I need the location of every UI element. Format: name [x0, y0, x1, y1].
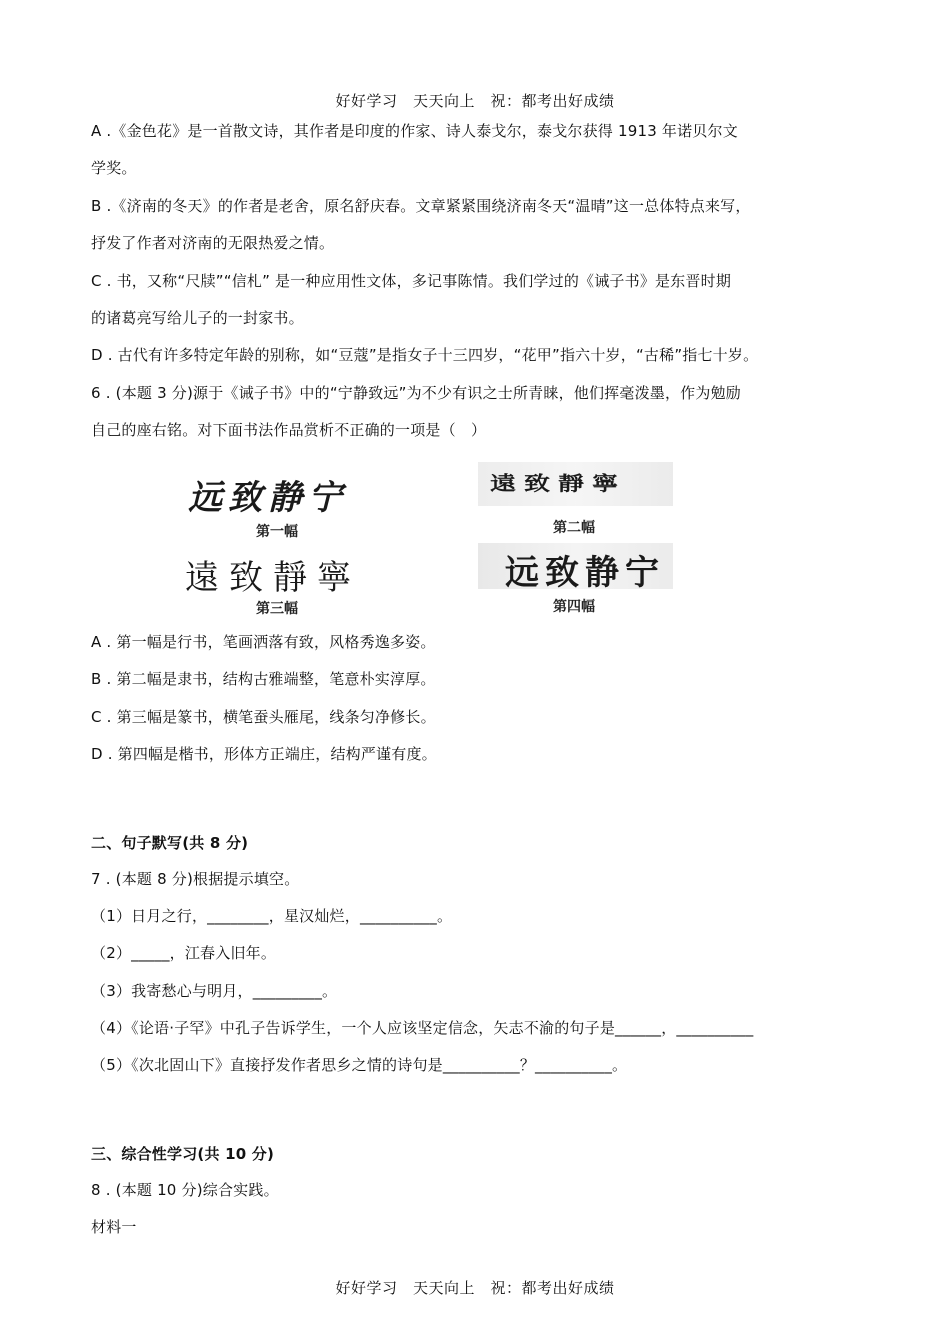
- q5-option-d: D . 古代有许多特定年龄的别称，如“豆蔻”是指女子十三四岁，“花甲”指六十岁，“古稀”指七十岁。: [91, 346, 759, 364]
- q6-option-a: A . 第一幅是行书，笔画洒落有致，风格秀逸多姿。: [91, 633, 436, 651]
- calligraphy-work-1: 远致静宁: [188, 478, 348, 518]
- caption-work-4: 第四幅: [553, 599, 595, 615]
- section2-title: 二、句子默写(共 8 分): [91, 834, 249, 852]
- page-header: 好好学习 天天向上 祝：都考出好成绩: [335, 92, 615, 110]
- calligraphy-work-3: 遠致靜寧: [185, 558, 361, 598]
- material-label: 材料一: [91, 1218, 137, 1236]
- q5-option-b-line1: B .《济南的冬天》的作者是老舍，原名舒庆春。文章紧紧围绕济南冬天“温晴”这一总体特点来写，: [91, 197, 751, 215]
- q5-option-c-line2: 的诸葛亮写给儿子的一封家书。: [91, 309, 304, 327]
- calligraphy-work-2: 遠致靜寧: [490, 472, 627, 495]
- q6-stem-line2: 自己的座右铭。对下面书法作品赏析不正确的一项是（ ）: [91, 421, 487, 439]
- q5-option-a-line1: A .《金色花》是一首散文诗，其作者是印度的作家、诗人泰戈尔，泰戈尔获得 1913 年诺贝尔文: [91, 122, 738, 140]
- caption-work-3: 第三幅: [256, 601, 298, 617]
- q7-item-1: （1）日月之行，________，星汉灿烂，__________。: [91, 907, 453, 925]
- q6-option-d: D . 第四幅是楷书，形体方正端庄，结构严谨有度。: [91, 745, 437, 763]
- q7-item-2: （2）_____，江春入旧年。: [91, 944, 277, 962]
- q6-option-b: B . 第二幅是隶书，结构古雅端整，笔意朴实淳厚。: [91, 670, 436, 688]
- caption-work-2: 第二幅: [553, 520, 595, 536]
- calligraphy-work-4: 远致静宁: [505, 553, 665, 593]
- q8-stem: 8 . (本题 10 分)综合实践。: [91, 1181, 279, 1199]
- q7-item-4: （4）《论语·子罕》中孔子告诉学生，一个人应该坚定信念，矢志不渝的句子是______，__________: [91, 1019, 754, 1037]
- q7-stem: 7 . (本题 8 分)根据提示填空。: [91, 870, 300, 888]
- q7-item-5: （5）《次北固山下》直接抒发作者思乡之情的诗句是__________？__________。: [91, 1056, 628, 1074]
- q5-option-b-line2: 抒发了作者对济南的无限热爱之情。: [91, 234, 335, 252]
- q5-option-a-line2: 学奖。: [91, 159, 137, 177]
- page-footer: 好好学习 天天向上 祝：都考出好成绩: [335, 1279, 615, 1297]
- q6-stem-line1: 6 . (本题 3 分)源于《诫子书》中的“宁静致远”为不少有识之士所青睐，他们挥毫泼墨，作为勉励: [91, 384, 741, 402]
- section3-title: 三、综合性学习(共 10 分): [91, 1145, 275, 1163]
- q7-item-3: （3）我寄愁心与明月，_________。: [91, 982, 338, 1000]
- caption-work-1: 第一幅: [256, 524, 298, 540]
- q5-option-c-line1: C . 书，又称“尺牍”“信札” 是一种应用性文体，多记事陈情。我们学过的《诫子书》是东晋时期: [91, 272, 732, 290]
- q6-option-c: C . 第三幅是篆书，横笔蚕头雁尾，线条匀净修长。: [91, 708, 436, 726]
